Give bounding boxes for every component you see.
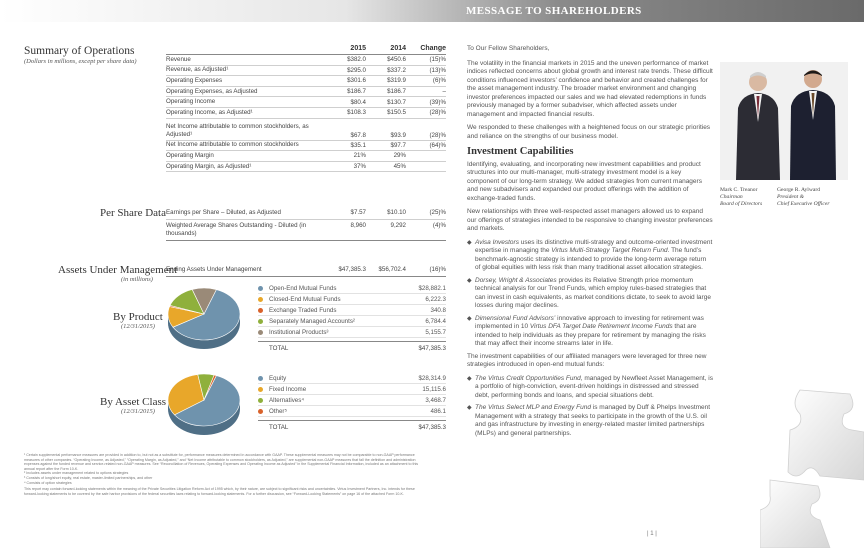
- footnote: ¹ Certain supplemental performance measures are provided in addition to, but not as a substitute for, performance measures determined in accordance with GAAP. These supplemental measures may not be comparable to non-GAAP performance measures of other companies. “Operating Income, as Adjusted,” “Operating Margin, as Adjusted,” and “Net Income attributable to common stockholders, as Adjusted,” are supplemental non-GAAP measures that fall the definition and administration expenses against the funded revenue and service-related non-GAAP measures. See “Reconciliation of Revenues, Operating Expenses and Operating Income as Adjusted” in the Supplemental Financial Information, included as an attachment to this annual report after the Form 10-K.: [24, 453, 419, 471]
- legend-label: Other⁵: [269, 407, 288, 415]
- table-row: [166, 55, 446, 66]
- table-cell: $150.5: [387, 109, 406, 117]
- table-cell: (28)%: [429, 109, 446, 117]
- summary-title: Summary of Operations: [24, 45, 135, 57]
- bullet-item: ◆ Avisa Investors uses its distinctive multi-strategy and outcome-oriented investment expertise in managing the Virtus Multi-Strategy Target Return Fund. The fund’s benchmark-agnostic strategy is intended to provide the long-term average return of global equities with less risk than many traditional asset allocation strategies.: [467, 238, 713, 271]
- legend-value: 5,155.7: [425, 328, 446, 336]
- table-cell: Revenue: [166, 55, 191, 63]
- footnote: This report may contain forward-looking statements within the meaning of the Private Securities Litigation Reform Act of 1995 which, by their nature, are subject to significant risks and uncertainties. Virtus Investment Partners, Inc. intends for these forward-looking statements to be covered by the safe harbor provisions of the federal securities laws relating to forward-looking statements. For a further discussion, see “Forward-Looking Statements” on page 16 of the attached Form 10-K.: [24, 487, 415, 496]
- legend-swatch: [258, 319, 263, 324]
- product-total-row: TOTAL $47,385.3: [258, 341, 446, 355]
- col-2014: 2014: [390, 45, 406, 52]
- salutation: To Our Fellow Shareholders,: [467, 45, 550, 52]
- table-row: [166, 141, 446, 152]
- bullet-item: ◆ The Virtus Credit Opportunities Fund, managed by Newfleet Asset Management, is a portfolio of high-conviction, event-driven holdings in distressed and stressed debt, performing bonds and loans, and special situations debt.: [467, 374, 713, 399]
- table-cell: 21%: [353, 152, 366, 160]
- letter-paragraph: New relationships with three well-respected asset managers allowed us to expand our offerings of strategies intended to be responsive to changing investor preferences and markets.: [467, 208, 713, 232]
- table-cell: $186.7: [347, 88, 366, 96]
- legend-swatch: [258, 308, 263, 313]
- table-row: [166, 108, 446, 119]
- table-cell: (13)%: [429, 66, 446, 74]
- legend-item: [258, 327, 446, 338]
- table-cell: Operating Expenses, as Adjusted: [166, 87, 258, 95]
- legend-item: [258, 373, 446, 384]
- legend-swatch: [258, 409, 263, 414]
- legend-swatch: [258, 330, 263, 335]
- table-cell: $186.7: [387, 88, 406, 96]
- by-product-title: By Product: [113, 311, 163, 323]
- asset-total-row: TOTAL $47,385.3: [258, 420, 446, 434]
- table-row: [166, 119, 446, 141]
- diamond-bullet-icon: ◆: [467, 277, 472, 284]
- table-row: [166, 162, 446, 173]
- legend-swatch: [258, 398, 263, 403]
- executives-illustration: [720, 62, 848, 180]
- page-number: | 1 |: [647, 531, 657, 537]
- executives-photo: [720, 62, 848, 180]
- table-cell: $319.9: [387, 77, 406, 85]
- legend-item: [258, 283, 446, 294]
- legend-item: [258, 294, 446, 305]
- legend-value: 3,468.7: [425, 396, 446, 404]
- bullet-item: ◆ Dorsey, Wright & Associates provides its Relative Strength price momentum technical analysis for our Trend Funds, which employ rules-based strategies that can invest in cash equivalents, as market conditions dictate, to seek to avoid large losses during major declines.: [467, 276, 711, 309]
- col-change: Change: [420, 45, 446, 52]
- legend-label: Alternatives⁴: [269, 396, 304, 404]
- legend-label: Open-End Mutual Funds: [269, 284, 337, 292]
- asset-class-pie-chart: [164, 368, 244, 442]
- table-cell: $80.4: [350, 98, 366, 106]
- legend-value: 6,222.3: [425, 295, 446, 303]
- per-share-table: [166, 207, 446, 241]
- page-header-title: MESSAGE TO SHAREHOLDERS: [466, 5, 642, 17]
- table-cell: Net Income attributable to common stockholders, as Adjusted¹: [166, 122, 309, 138]
- legend-value: 15,115.6: [422, 385, 446, 393]
- investment-capabilities-heading: Investment Capabilities: [467, 146, 574, 157]
- table-cell: $301.6: [347, 77, 366, 85]
- puzzle-decoration-icon: [760, 380, 864, 548]
- header-bar: [0, 0, 864, 22]
- letter-paragraph: Identifying, evaluating, and incorporating new investment capabilities and product structures into our multi-manager, multi-strategy investment model is a key component of our long-term strategy. We added strategies from current managers and new subadvisers and expanded our product offerings with the addition of exchange-traded funds.: [467, 160, 702, 202]
- aum-subtitle: (in millions): [121, 276, 153, 283]
- footnote: ³ Consists of long/short equity, real estate, master-limited partnerships, and other: [24, 475, 153, 480]
- by-product-subtitle: (12/31/2015): [121, 323, 155, 330]
- table-cell: Net Income attributable to common stockholders: [166, 141, 299, 149]
- table-cell: $93.9: [390, 131, 406, 139]
- legend-swatch: [258, 297, 263, 302]
- table-cell: 45%: [393, 163, 406, 171]
- table-row: [166, 97, 446, 108]
- table-cell: Operating Expenses: [166, 76, 223, 84]
- operations-table-header: [166, 41, 446, 55]
- legend-label: Institutional Products³: [269, 328, 329, 336]
- legend-swatch: [258, 286, 263, 291]
- legend-item: [258, 395, 446, 406]
- legend-item: [258, 305, 446, 316]
- table-cell: $295.0: [347, 66, 366, 74]
- aum-table: [166, 264, 446, 277]
- diamond-bullet-icon: ◆: [467, 375, 472, 382]
- per-share-title: Per Share Data: [100, 207, 166, 219]
- operations-table: [166, 41, 446, 172]
- table-row: Earnings per Share – Diluted, as Adjusted $7.57 $10.10 (25)%: [166, 207, 446, 220]
- legend-label: Separately Managed Accounts²: [269, 317, 355, 325]
- table-cell: $130.7: [387, 98, 406, 106]
- table-cell: $67.8: [350, 131, 366, 139]
- table-cell: (64)%: [429, 141, 446, 149]
- legend-value: $28,882.1: [418, 284, 446, 292]
- legend-item: [258, 406, 446, 417]
- product-legend: [258, 283, 446, 355]
- table-cell: $382.0: [347, 56, 366, 64]
- legend-swatch: [258, 376, 263, 381]
- aum-title: Assets Under Management: [58, 264, 178, 276]
- table-cell: Operating Margin, as Adjusted¹: [166, 162, 252, 170]
- caption-treanor: Mark C. Treanor Chairman Board of Directors: [720, 187, 763, 207]
- legend-value: 340.8: [430, 306, 446, 314]
- caption-aylward: George R. Aylward President & Chief Executive Officer: [777, 187, 830, 207]
- legend-label: Closed-End Mutual Funds: [269, 295, 341, 303]
- footnote: ⁴ Consists of option strategies: [24, 480, 72, 485]
- diamond-bullet-icon: ◆: [467, 405, 472, 411]
- letter-intro: [467, 45, 713, 442]
- col-2015: 2015: [350, 45, 366, 52]
- table-cell: $450.6: [387, 56, 406, 64]
- legend-item: [258, 384, 446, 395]
- legend-label: Fixed Income: [269, 385, 307, 393]
- table-cell: (15)%: [429, 56, 446, 64]
- table-cell: (6)%: [432, 77, 446, 85]
- footnote: ² Includes assets under management related to options strategies: [24, 471, 129, 476]
- table-cell: Operating Income, as Adjusted¹: [166, 108, 253, 116]
- legend-swatch: [258, 387, 263, 392]
- diamond-bullet-icon: ◆: [467, 239, 472, 246]
- legend-label: Exchange Traded Funds: [269, 306, 337, 314]
- table-row: [166, 66, 446, 77]
- table-row: Ending Assets Under Management $47,385.3 $56,702.4 (16)%: [166, 264, 446, 277]
- table-cell: Revenue, as Adjusted¹: [166, 66, 229, 74]
- by-asset-class-title: By Asset Class: [100, 396, 167, 408]
- table-cell: $337.2: [387, 66, 406, 74]
- letter-paragraph: The investment capabilities of our affiliated managers were leveraged for three new strategies introduced in open-end mutual funds:: [467, 352, 707, 368]
- legend-label: Equity: [269, 374, 287, 382]
- table-cell: (39)%: [429, 98, 446, 106]
- table-row: [166, 151, 446, 162]
- asset-class-legend: [258, 373, 446, 434]
- table-cell: $108.3: [347, 109, 366, 117]
- table-cell: $97.7: [390, 141, 406, 149]
- table-row: [166, 87, 446, 98]
- bullet-item: ◆ The Virtus Select MLP and Energy Fund is managed by Duff & Phelps Investment Management with a strategy that seeks to participate in the growth of the U.S. oil and gas infrastructure by investing in energy-related master limited partnerships (MLPs) and general partnerships.: [467, 404, 711, 437]
- table-row: Weighted Average Shares Outstanding - Diluted (in thousands) 8,960 9,292 (4)%: [166, 220, 446, 241]
- table-cell: 29%: [393, 152, 406, 160]
- table-cell: Operating Margin: [166, 151, 214, 159]
- product-pie-chart: [164, 282, 244, 356]
- legend-item: [258, 316, 446, 327]
- legend-value: $28,314.9: [418, 374, 446, 382]
- letter-paragraph: We responded to these challenges with a heightened focus on our strategic priorities and reliance on the strengths of our business model.: [467, 124, 711, 140]
- table-cell: –: [442, 88, 446, 96]
- letter-paragraph: The volatility in the financial markets in 2015 and the uneven performance of market indices reflected concerns about global growth and interest rate trends. These difficult conditions influenced investors’ confidence and behavior and created challenges for the asset management industry. The broader market environment and changing investor preferences impacted our sales and we had elevated redemptions in funds previously managed by a former subadviser, which affected assets under management and impacted financial results.: [467, 59, 713, 118]
- legend-value: 486.1: [430, 407, 446, 415]
- diamond-bullet-icon: ◆: [467, 315, 472, 322]
- legend-value: 6,784.4: [425, 317, 446, 325]
- footnotes: [24, 453, 424, 496]
- table-cell: $35.1: [350, 141, 366, 149]
- table-cell: (28)%: [429, 131, 446, 139]
- bullet-item: ◆ Dimensional Fund Advisors’ innovative approach to investing for retirement was implemented in 10 Virtus DFA Target Date Retirement Income Funds that are intended to help individuals as they prepare for retirement by managing the risks that may affect their income streams later in life.: [467, 314, 706, 347]
- summary-subtitle: (Dollars in millions, except per share data): [24, 58, 137, 65]
- table-row: [166, 76, 446, 87]
- by-asset-class-subtitle: (12/31/2015): [121, 408, 155, 415]
- table-cell: Operating Income: [166, 98, 216, 106]
- table-cell: 37%: [353, 163, 366, 171]
